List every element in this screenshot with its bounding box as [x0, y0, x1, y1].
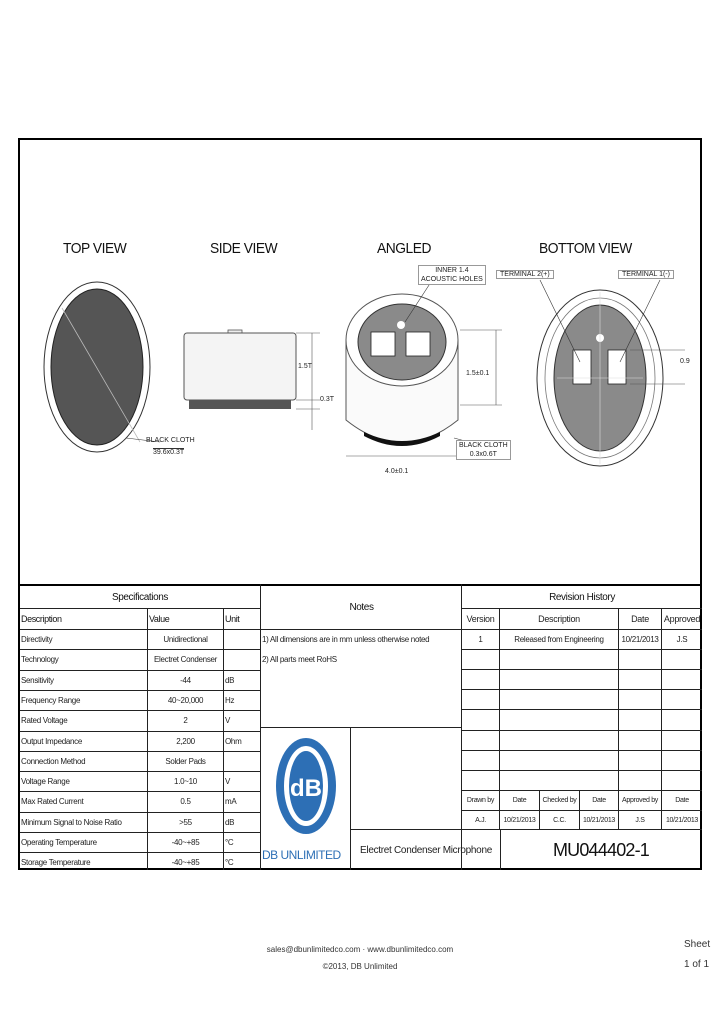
spec-value: 1.0~10 — [174, 777, 197, 786]
spec-value: 2,200 — [176, 737, 195, 746]
spec-unit: V — [225, 777, 231, 786]
diameter-dim: 4.0±0.1 — [385, 468, 409, 475]
spec-value: Electret Condenser — [153, 655, 218, 664]
bottom-view-drawing — [537, 280, 685, 466]
checked-by-value: C.C. — [553, 816, 566, 824]
drawn-by-value: A.J. — [475, 816, 486, 824]
note-1: 1) All dimensions are in mm unless otherwise noted — [262, 634, 430, 644]
notes-title: Notes — [349, 601, 374, 613]
spec-value: 0.5 — [180, 797, 191, 806]
rev-version: 1 — [478, 635, 483, 644]
spec-description: Voltage Range — [21, 777, 70, 786]
contact-info: sales@dbunlimitedco.com · www.dbunlimitedco.com — [266, 945, 454, 954]
spec-unit: dB — [225, 676, 235, 685]
spec-unit: °C — [225, 838, 234, 847]
logo-area — [262, 728, 350, 869]
spec-unit: mA — [225, 797, 237, 806]
spec-description: Minimum Signal to Noise Ratio — [21, 818, 122, 827]
spec-description: Rated Voltage — [21, 716, 68, 725]
drawn-date-value: 10/21/2013 — [503, 816, 536, 824]
checked-date-value: 10/21/2013 — [582, 816, 616, 824]
black-cloth-2-callout: BLACK CLOTH 0.3x0.6T — [456, 440, 511, 460]
specs-col-value: Value — [149, 614, 170, 624]
spec-description: Max Rated Current — [21, 797, 84, 806]
note-2: 2) All parts meet RoHS — [262, 654, 337, 664]
bottom-view-title: BOTTOM VIEW — [539, 240, 632, 257]
angled-view-title: ANGLED — [377, 240, 431, 257]
sheet-label: Sheet — [684, 939, 711, 950]
spec-value: Unidirectional — [163, 635, 208, 644]
spec-unit: dB — [225, 818, 235, 827]
bottom-dim: 0.9 — [680, 358, 690, 365]
rev-col-date: Date — [631, 614, 649, 624]
approved-date-label: Date — [675, 797, 689, 804]
drawn-date-label: Date — [512, 797, 527, 804]
black-cloth-dim: 39.6x0.3T — [153, 449, 185, 456]
part-number: MU044402-1 — [552, 839, 650, 860]
rev-description: Released from Engineering — [514, 635, 604, 644]
terminal-right-callout: TERMINAL 1(-) — [618, 270, 674, 279]
spec-unit — [225, 752, 259, 771]
sheet-value: 1 of 1 — [684, 959, 710, 970]
checked-date-label: Date — [592, 797, 606, 804]
top-view-title: TOP VIEW — [63, 240, 127, 257]
spec-description: Directivity — [21, 635, 53, 644]
angled-view-drawing — [346, 282, 502, 456]
specs-title: Specifications — [111, 591, 169, 603]
spec-description: Connection Method — [21, 757, 86, 766]
acoustic-holes-callout: INNER 1.4 ACOUSTIC HOLES — [418, 265, 486, 285]
rev-date: 10/21/2013 — [621, 635, 659, 644]
spec-value: 2 — [183, 716, 188, 725]
spec-value: Solder Pads — [165, 757, 206, 766]
rev-approved: J.S — [676, 635, 688, 644]
spec-unit — [225, 630, 259, 649]
spec-unit: Ohm — [225, 737, 242, 746]
approved-by-label: Approved by — [621, 797, 658, 804]
spec-description: Sensitivity — [21, 676, 54, 685]
spec-description: Output Impedance — [21, 737, 83, 746]
height-dim: 1.5T — [298, 363, 313, 370]
specs-col-description: Description — [21, 614, 62, 624]
side-view-title: SIDE VIEW — [210, 240, 278, 257]
drawings-canvas — [20, 270, 700, 480]
checked-by-label: Checked by — [542, 797, 577, 804]
rev-col-version: Version — [466, 614, 495, 624]
spec-unit: Hz — [225, 696, 235, 705]
spec-unit — [225, 650, 259, 669]
rev-col-approved: Approved — [663, 614, 701, 624]
top-view-drawing — [44, 282, 160, 452]
black-cloth-label: BLACK CLOTH — [146, 437, 195, 444]
spec-description: Storage Temperature — [21, 858, 91, 867]
spec-value: -40~+85 — [171, 838, 200, 847]
approved-date-value: 10/21/2013 — [665, 816, 699, 824]
spec-unit: V — [225, 716, 231, 725]
spec-description: Operating Temperature — [21, 838, 97, 847]
terminal-left-callout: TERMINAL 2(+) — [496, 270, 554, 279]
drawn-by-label: Drawn by — [466, 797, 495, 804]
spec-value: -44 — [180, 676, 191, 685]
revision-title: Revision History — [549, 591, 615, 603]
spec-description: Frequency Range — [21, 696, 81, 705]
spec-value: 40~20,000 — [167, 696, 204, 705]
db-logo-icon — [262, 728, 350, 848]
rev-col-description: Description — [538, 614, 580, 624]
spec-unit: °C — [225, 858, 234, 867]
spec-value: -40~+85 — [171, 858, 200, 867]
logo-text: DB UNLIMITED — [262, 848, 341, 862]
specs-col-unit: Unit — [225, 614, 240, 624]
angled-height-dim: 1.5±0.1 — [466, 370, 490, 377]
spec-value: >55 — [179, 818, 192, 827]
logo-mark: dB — [290, 775, 322, 802]
side-view-drawing — [184, 330, 320, 430]
product-name: Electret Condenser Microphone — [360, 844, 492, 856]
spec-description: Technology — [21, 655, 59, 664]
cloth-dim: 0.3T — [320, 396, 335, 403]
approved-by-value: J.S — [635, 816, 645, 824]
copyright: ©2013, DB Unlimited — [322, 962, 398, 971]
